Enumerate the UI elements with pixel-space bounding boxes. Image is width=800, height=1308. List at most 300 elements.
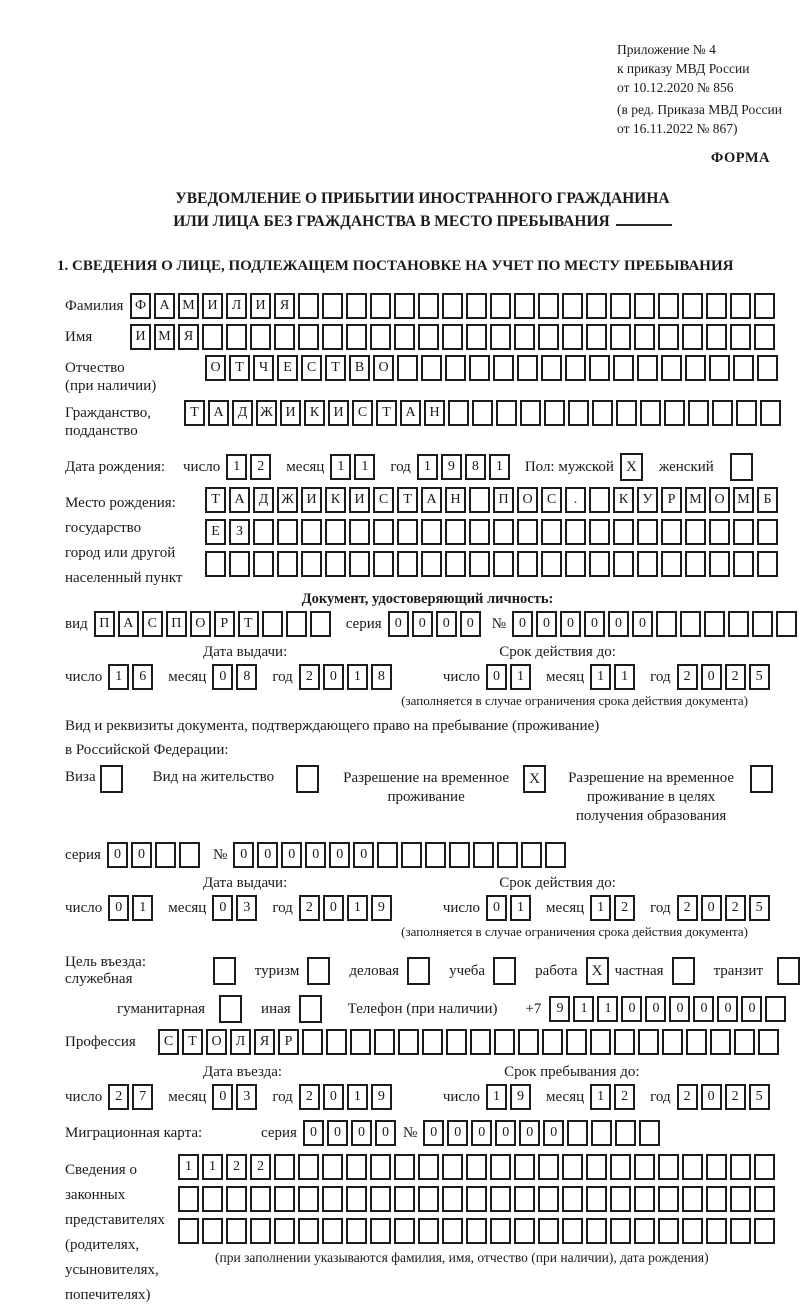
char-cell[interactable]: 9 <box>549 996 570 1022</box>
char-cell[interactable]: 1 <box>510 664 531 690</box>
char-cell[interactable]: Т <box>325 355 346 381</box>
profession-input[interactable] <box>158 1029 782 1055</box>
char-cell[interactable] <box>710 1029 731 1055</box>
surname-input[interactable] <box>130 293 778 319</box>
char-cell[interactable] <box>754 1154 775 1180</box>
char-cell[interactable]: 1 <box>573 996 594 1022</box>
char-cell[interactable] <box>704 611 725 637</box>
char-cell[interactable] <box>322 1186 343 1212</box>
permit-valid-year-input[interactable] <box>677 895 773 921</box>
char-cell[interactable]: О <box>205 355 226 381</box>
char-cell[interactable] <box>421 551 442 577</box>
temp-residence-edu-checkbox[interactable] <box>750 765 773 793</box>
char-cell[interactable] <box>682 1154 703 1180</box>
char-cell[interactable]: 0 <box>701 664 722 690</box>
char-cell[interactable] <box>250 1186 271 1212</box>
sex-male-checkbox[interactable]: X <box>620 453 643 481</box>
char-cell[interactable] <box>425 842 446 868</box>
char-cell[interactable] <box>421 355 442 381</box>
purpose-private-checkbox[interactable] <box>672 957 695 985</box>
char-cell[interactable] <box>202 1218 223 1244</box>
birthplace-input-line2[interactable] <box>205 519 781 545</box>
birth-month-input[interactable] <box>330 454 378 480</box>
birth-day-input[interactable] <box>226 454 274 480</box>
char-cell[interactable] <box>250 1218 271 1244</box>
char-cell[interactable]: Н <box>445 487 466 513</box>
purpose-tourism-checkbox[interactable] <box>307 957 330 985</box>
char-cell[interactable]: 1 <box>510 895 531 921</box>
char-cell[interactable] <box>202 324 223 350</box>
char-cell[interactable] <box>637 355 658 381</box>
char-cell[interactable]: М <box>733 487 754 513</box>
char-cell[interactable]: 1 <box>347 1084 368 1110</box>
char-cell[interactable]: 7 <box>132 1084 153 1110</box>
char-cell[interactable]: 2 <box>614 1084 635 1110</box>
char-cell[interactable] <box>322 1154 343 1180</box>
char-cell[interactable] <box>346 324 367 350</box>
char-cell[interactable] <box>277 551 298 577</box>
char-cell[interactable]: Т <box>205 487 226 513</box>
char-cell[interactable] <box>706 1186 727 1212</box>
char-cell[interactable] <box>274 324 295 350</box>
char-cell[interactable] <box>496 400 517 426</box>
char-cell[interactable]: 0 <box>388 611 409 637</box>
char-cell[interactable] <box>445 551 466 577</box>
char-cell[interactable]: П <box>493 487 514 513</box>
char-cell[interactable] <box>253 519 274 545</box>
char-cell[interactable] <box>418 1218 439 1244</box>
char-cell[interactable] <box>589 355 610 381</box>
char-cell[interactable]: 0 <box>471 1120 492 1146</box>
char-cell[interactable] <box>370 324 391 350</box>
char-cell[interactable] <box>661 355 682 381</box>
char-cell[interactable] <box>229 551 250 577</box>
char-cell[interactable]: 2 <box>725 664 746 690</box>
char-cell[interactable] <box>754 293 775 319</box>
stay-year-input[interactable] <box>677 1084 773 1110</box>
char-cell[interactable] <box>591 1120 612 1146</box>
char-cell[interactable] <box>226 1218 247 1244</box>
char-cell[interactable] <box>765 996 786 1022</box>
char-cell[interactable]: 0 <box>305 842 326 868</box>
permit-number-input[interactable] <box>233 842 569 868</box>
char-cell[interactable] <box>685 551 706 577</box>
char-cell[interactable]: А <box>400 400 421 426</box>
char-cell[interactable]: А <box>208 400 229 426</box>
char-cell[interactable] <box>544 400 565 426</box>
char-cell[interactable] <box>634 1218 655 1244</box>
permit-issue-day-input[interactable] <box>108 895 156 921</box>
char-cell[interactable]: О <box>206 1029 227 1055</box>
char-cell[interactable] <box>472 400 493 426</box>
char-cell[interactable] <box>226 324 247 350</box>
char-cell[interactable] <box>469 487 490 513</box>
char-cell[interactable]: 8 <box>236 664 257 690</box>
char-cell[interactable]: 2 <box>677 664 698 690</box>
char-cell[interactable] <box>155 842 176 868</box>
char-cell[interactable] <box>397 551 418 577</box>
char-cell[interactable]: 2 <box>725 895 746 921</box>
char-cell[interactable] <box>298 324 319 350</box>
char-cell[interactable] <box>202 1186 223 1212</box>
char-cell[interactable]: С <box>541 487 562 513</box>
char-cell[interactable] <box>589 487 610 513</box>
char-cell[interactable]: С <box>142 611 163 637</box>
doc-issue-year-input[interactable] <box>299 664 395 690</box>
char-cell[interactable] <box>517 519 538 545</box>
char-cell[interactable] <box>394 324 415 350</box>
char-cell[interactable]: 3 <box>236 895 257 921</box>
char-cell[interactable] <box>682 293 703 319</box>
char-cell[interactable]: 2 <box>299 1084 320 1110</box>
char-cell[interactable]: 1 <box>417 454 438 480</box>
char-cell[interactable]: 0 <box>536 611 557 637</box>
char-cell[interactable] <box>514 1154 535 1180</box>
char-cell[interactable] <box>490 293 511 319</box>
char-cell[interactable] <box>277 519 298 545</box>
char-cell[interactable] <box>301 519 322 545</box>
char-cell[interactable]: 1 <box>132 895 153 921</box>
char-cell[interactable]: Ж <box>256 400 277 426</box>
char-cell[interactable] <box>682 1186 703 1212</box>
char-cell[interactable] <box>497 842 518 868</box>
char-cell[interactable] <box>418 293 439 319</box>
char-cell[interactable]: Я <box>254 1029 275 1055</box>
migr-series-input[interactable] <box>303 1120 399 1146</box>
char-cell[interactable] <box>373 551 394 577</box>
char-cell[interactable] <box>733 519 754 545</box>
char-cell[interactable] <box>397 519 418 545</box>
char-cell[interactable] <box>374 1029 395 1055</box>
representatives-input-line2[interactable] <box>178 1186 778 1212</box>
char-cell[interactable]: 2 <box>614 895 635 921</box>
char-cell[interactable]: 0 <box>351 1120 372 1146</box>
char-cell[interactable]: 0 <box>107 842 128 868</box>
char-cell[interactable] <box>610 1154 631 1180</box>
char-cell[interactable] <box>298 1186 319 1212</box>
char-cell[interactable]: 0 <box>447 1120 468 1146</box>
char-cell[interactable] <box>658 1154 679 1180</box>
char-cell[interactable]: 0 <box>543 1120 564 1146</box>
char-cell[interactable]: Д <box>253 487 274 513</box>
char-cell[interactable] <box>680 611 701 637</box>
char-cell[interactable] <box>613 355 634 381</box>
char-cell[interactable] <box>562 1154 583 1180</box>
char-cell[interactable] <box>398 1029 419 1055</box>
char-cell[interactable] <box>634 1154 655 1180</box>
doc-issue-month-input[interactable] <box>212 664 260 690</box>
purpose-humanitarian-checkbox[interactable] <box>219 995 242 1023</box>
char-cell[interactable] <box>494 1029 515 1055</box>
char-cell[interactable] <box>638 1029 659 1055</box>
char-cell[interactable] <box>442 1218 463 1244</box>
char-cell[interactable]: Ф <box>130 293 151 319</box>
char-cell[interactable] <box>541 551 562 577</box>
char-cell[interactable] <box>568 400 589 426</box>
char-cell[interactable] <box>274 1186 295 1212</box>
char-cell[interactable] <box>592 400 613 426</box>
char-cell[interactable] <box>326 1029 347 1055</box>
purpose-business-checkbox[interactable] <box>407 957 430 985</box>
char-cell[interactable]: О <box>709 487 730 513</box>
char-cell[interactable] <box>442 1154 463 1180</box>
char-cell[interactable]: 0 <box>486 895 507 921</box>
char-cell[interactable] <box>493 551 514 577</box>
migr-number-input[interactable] <box>423 1120 663 1146</box>
char-cell[interactable] <box>656 611 677 637</box>
char-cell[interactable]: 0 <box>412 611 433 637</box>
char-cell[interactable]: 2 <box>250 454 271 480</box>
char-cell[interactable] <box>615 1120 636 1146</box>
citizenship-input[interactable] <box>184 400 784 426</box>
char-cell[interactable] <box>418 1186 439 1212</box>
char-cell[interactable] <box>401 842 422 868</box>
char-cell[interactable]: И <box>130 324 151 350</box>
char-cell[interactable] <box>562 293 583 319</box>
char-cell[interactable]: С <box>158 1029 179 1055</box>
char-cell[interactable]: 1 <box>108 664 129 690</box>
char-cell[interactable] <box>205 551 226 577</box>
char-cell[interactable]: И <box>280 400 301 426</box>
char-cell[interactable]: 0 <box>257 842 278 868</box>
char-cell[interactable] <box>322 324 343 350</box>
char-cell[interactable] <box>349 551 370 577</box>
char-cell[interactable] <box>520 400 541 426</box>
residence-permit-checkbox[interactable] <box>296 765 319 793</box>
char-cell[interactable] <box>664 400 685 426</box>
char-cell[interactable] <box>610 1218 631 1244</box>
char-cell[interactable]: Ч <box>253 355 274 381</box>
char-cell[interactable] <box>538 1154 559 1180</box>
char-cell[interactable]: 0 <box>701 1084 722 1110</box>
char-cell[interactable] <box>562 1186 583 1212</box>
char-cell[interactable]: 0 <box>212 664 233 690</box>
char-cell[interactable] <box>370 293 391 319</box>
char-cell[interactable]: И <box>349 487 370 513</box>
char-cell[interactable]: М <box>178 293 199 319</box>
char-cell[interactable]: 0 <box>741 996 762 1022</box>
char-cell[interactable]: И <box>328 400 349 426</box>
stay-month-input[interactable] <box>590 1084 638 1110</box>
char-cell[interactable]: З <box>229 519 250 545</box>
char-cell[interactable]: 0 <box>353 842 374 868</box>
char-cell[interactable]: 0 <box>693 996 714 1022</box>
char-cell[interactable]: 0 <box>108 895 129 921</box>
char-cell[interactable]: 0 <box>233 842 254 868</box>
char-cell[interactable]: Т <box>229 355 250 381</box>
char-cell[interactable] <box>637 551 658 577</box>
char-cell[interactable] <box>370 1218 391 1244</box>
char-cell[interactable] <box>754 1186 775 1212</box>
char-cell[interactable] <box>658 293 679 319</box>
permit-issue-month-input[interactable] <box>212 895 260 921</box>
char-cell[interactable] <box>640 400 661 426</box>
permit-series-input[interactable] <box>107 842 203 868</box>
char-cell[interactable] <box>418 324 439 350</box>
char-cell[interactable] <box>178 1218 199 1244</box>
char-cell[interactable]: Д <box>232 400 253 426</box>
char-cell[interactable] <box>613 519 634 545</box>
char-cell[interactable]: 0 <box>486 664 507 690</box>
char-cell[interactable]: 0 <box>436 611 457 637</box>
char-cell[interactable]: А <box>118 611 139 637</box>
char-cell[interactable]: 0 <box>512 611 533 637</box>
char-cell[interactable] <box>541 519 562 545</box>
char-cell[interactable] <box>466 1218 487 1244</box>
doc-series-input[interactable] <box>388 611 484 637</box>
char-cell[interactable] <box>706 1218 727 1244</box>
char-cell[interactable] <box>466 1186 487 1212</box>
char-cell[interactable] <box>377 842 398 868</box>
char-cell[interactable] <box>610 293 631 319</box>
char-cell[interactable]: 0 <box>608 611 629 637</box>
char-cell[interactable] <box>706 293 727 319</box>
char-cell[interactable] <box>370 1154 391 1180</box>
char-cell[interactable] <box>274 1154 295 1180</box>
doc-valid-month-input[interactable] <box>590 664 638 690</box>
char-cell[interactable] <box>466 324 487 350</box>
char-cell[interactable]: 0 <box>560 611 581 637</box>
char-cell[interactable] <box>760 400 781 426</box>
char-cell[interactable] <box>730 1154 751 1180</box>
char-cell[interactable]: 6 <box>132 664 153 690</box>
char-cell[interactable]: . <box>565 487 586 513</box>
stay-day-input[interactable] <box>486 1084 534 1110</box>
char-cell[interactable] <box>709 519 730 545</box>
char-cell[interactable] <box>754 1218 775 1244</box>
char-cell[interactable]: И <box>250 293 271 319</box>
char-cell[interactable] <box>422 1029 443 1055</box>
char-cell[interactable] <box>179 842 200 868</box>
char-cell[interactable] <box>562 1218 583 1244</box>
char-cell[interactable]: 2 <box>725 1084 746 1110</box>
char-cell[interactable] <box>589 551 610 577</box>
char-cell[interactable] <box>545 842 566 868</box>
char-cell[interactable]: 1 <box>590 664 611 690</box>
char-cell[interactable] <box>310 611 331 637</box>
char-cell[interactable]: 1 <box>347 664 368 690</box>
phone-input[interactable] <box>549 996 789 1022</box>
char-cell[interactable] <box>658 324 679 350</box>
char-cell[interactable]: 0 <box>375 1120 396 1146</box>
char-cell[interactable]: 2 <box>677 1084 698 1110</box>
char-cell[interactable]: 1 <box>347 895 368 921</box>
char-cell[interactable] <box>661 551 682 577</box>
char-cell[interactable]: Е <box>277 355 298 381</box>
char-cell[interactable]: О <box>190 611 211 637</box>
char-cell[interactable] <box>517 551 538 577</box>
char-cell[interactable]: 8 <box>371 664 392 690</box>
char-cell[interactable] <box>442 324 463 350</box>
representatives-input-line1[interactable] <box>178 1154 778 1180</box>
char-cell[interactable] <box>610 1186 631 1212</box>
char-cell[interactable]: К <box>325 487 346 513</box>
char-cell[interactable] <box>469 355 490 381</box>
char-cell[interactable]: М <box>685 487 706 513</box>
char-cell[interactable]: 1 <box>597 996 618 1022</box>
char-cell[interactable] <box>639 1120 660 1146</box>
char-cell[interactable] <box>493 519 514 545</box>
char-cell[interactable] <box>542 1029 563 1055</box>
visa-checkbox[interactable] <box>100 765 123 793</box>
char-cell[interactable]: 1 <box>226 454 247 480</box>
char-cell[interactable]: 5 <box>749 895 770 921</box>
char-cell[interactable] <box>370 1186 391 1212</box>
doc-number-input[interactable] <box>512 611 800 637</box>
char-cell[interactable] <box>728 611 749 637</box>
char-cell[interactable]: 0 <box>717 996 738 1022</box>
entry-month-input[interactable] <box>212 1084 260 1110</box>
char-cell[interactable] <box>686 1029 707 1055</box>
birthplace-input-line3[interactable] <box>205 551 781 577</box>
char-cell[interactable]: 0 <box>303 1120 324 1146</box>
char-cell[interactable] <box>325 519 346 545</box>
char-cell[interactable] <box>538 324 559 350</box>
char-cell[interactable] <box>325 551 346 577</box>
char-cell[interactable] <box>709 355 730 381</box>
char-cell[interactable] <box>730 1218 751 1244</box>
name-input[interactable] <box>130 324 778 350</box>
char-cell[interactable]: 0 <box>212 1084 233 1110</box>
char-cell[interactable] <box>658 1218 679 1244</box>
char-cell[interactable]: 0 <box>669 996 690 1022</box>
doc-type-input[interactable] <box>94 611 334 637</box>
char-cell[interactable]: У <box>637 487 658 513</box>
char-cell[interactable] <box>346 1186 367 1212</box>
char-cell[interactable]: 0 <box>632 611 653 637</box>
doc-valid-day-input[interactable] <box>486 664 534 690</box>
birth-year-input[interactable] <box>417 454 513 480</box>
char-cell[interactable]: 1 <box>489 454 510 480</box>
char-cell[interactable] <box>586 1186 607 1212</box>
char-cell[interactable] <box>298 1218 319 1244</box>
char-cell[interactable]: 0 <box>329 842 350 868</box>
sex-female-checkbox[interactable] <box>730 453 753 481</box>
char-cell[interactable]: 2 <box>250 1154 271 1180</box>
char-cell[interactable] <box>466 1154 487 1180</box>
char-cell[interactable]: Б <box>757 487 778 513</box>
char-cell[interactable]: К <box>613 487 634 513</box>
char-cell[interactable] <box>350 1029 371 1055</box>
char-cell[interactable] <box>322 293 343 319</box>
char-cell[interactable]: 2 <box>226 1154 247 1180</box>
char-cell[interactable] <box>776 611 797 637</box>
char-cell[interactable]: 0 <box>327 1120 348 1146</box>
char-cell[interactable] <box>733 355 754 381</box>
char-cell[interactable]: Я <box>274 293 295 319</box>
char-cell[interactable] <box>586 1218 607 1244</box>
char-cell[interactable] <box>589 519 610 545</box>
char-cell[interactable]: 0 <box>323 895 344 921</box>
char-cell[interactable] <box>634 1186 655 1212</box>
char-cell[interactable] <box>565 355 586 381</box>
char-cell[interactable] <box>226 1186 247 1212</box>
entry-year-input[interactable] <box>299 1084 395 1110</box>
char-cell[interactable] <box>442 293 463 319</box>
char-cell[interactable]: 0 <box>323 1084 344 1110</box>
char-cell[interactable]: С <box>301 355 322 381</box>
char-cell[interactable]: 2 <box>108 1084 129 1110</box>
char-cell[interactable] <box>613 551 634 577</box>
representatives-input-line3[interactable] <box>178 1218 778 1244</box>
char-cell[interactable]: 8 <box>465 454 486 480</box>
char-cell[interactable]: С <box>373 487 394 513</box>
char-cell[interactable] <box>712 400 733 426</box>
char-cell[interactable] <box>610 324 631 350</box>
char-cell[interactable]: Р <box>214 611 235 637</box>
char-cell[interactable]: Т <box>238 611 259 637</box>
char-cell[interactable] <box>637 519 658 545</box>
